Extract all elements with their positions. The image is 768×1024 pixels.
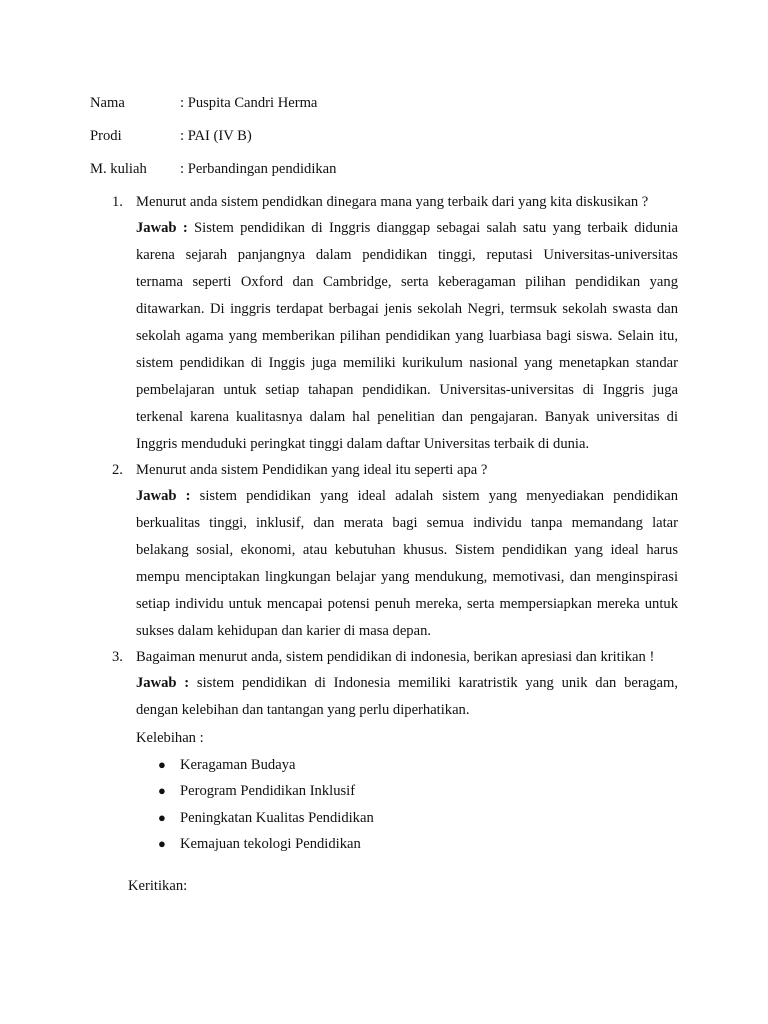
nama-value: : Puspita Candri Herma: [180, 95, 318, 111]
question-text: Menurut anda sistem pendidkan dinegara mana yang terbaik dari yang kita diskusikan ?: [136, 194, 649, 210]
bullet-icon: ●: [158, 783, 166, 798]
keritikan-label: Keritikan:: [128, 878, 188, 894]
answer-label: Jawab :: [136, 220, 188, 236]
prodi-value: : PAI (IV B): [180, 128, 252, 144]
answer-text: Sistem pendidikan di Inggris dianggap sebagai salah satu yang terbaik didunia karena sejarah panjangnya dalam pendidikan tinggi, reputasi Universitas-universitas ternama seperti Oxford dan Cambridge, serta keberagaman pilihan pendidikan yang ditawarkan. Di inggris terdapat berbagai jenis sekolah Negri, termsuk sekolah swasta dan sekolah agama yang memberikan pilihan pendidikan yang luarbiasa bagi siswa. Selain itu, sistem pendidikan di Inggis juga memiliki kurikulum nasional yang menetapkan standar pembelajaran untuk setiap tahapan pendidikan. Universitas-universitas di Inggris juga terkenal karena kualitasnya dalam hal penelitian dan pengajaran. Banyak universitas di Inggris menduduki peringkat tinggi dalam daftar Universitas terbaik di dunia.: [136, 220, 678, 452]
info-row-nama: [90, 93, 317, 113]
info-row-mata-kuliah: [90, 159, 336, 179]
mkuliah-value: : Perbandingan pendidikan: [180, 161, 337, 177]
list-item: [158, 781, 355, 801]
answer-3: [136, 670, 678, 724]
list-item: [158, 755, 295, 775]
bullet-icon: ●: [158, 836, 166, 851]
list-item: [158, 808, 374, 828]
list-item: [158, 834, 361, 854]
answer-2: [136, 483, 678, 645]
list-item-label: Peningkatan Kualitas Pendidikan: [180, 810, 374, 826]
answer-text: sistem pendidikan yang ideal adalah sistem yang menyediakan pendidikan berkualitas tinggi, inklusif, dan merata bagi semua individu tanpa memandang latar belakang sosial, ekonomi, atau kebutuhan khusus. Sistem pendidikan yang ideal harus mempu menciptakan lingkungan belajar yang mendukung, memotivasi, dan menginspirasi setiap individu untuk mencapai potensi penuh mereka, serta mempersiapkan mereka untuk sukses dalam kehidupan dan karier di masa depan.: [136, 488, 678, 639]
list-item-label: Kemajuan tekologi Pendidikan: [180, 836, 361, 852]
mkuliah-label: M. kuliah: [90, 161, 147, 177]
list-item-label: Keragaman Budaya: [180, 757, 296, 773]
question-number: 2.: [112, 462, 123, 478]
list-item-label: Perogram Pendidikan Inklusif: [180, 783, 356, 799]
answer-1: [136, 215, 678, 458]
question-text: Menurut anda sistem Pendidikan yang ideal itu seperti apa ?: [136, 462, 488, 478]
question-number: 3.: [112, 649, 123, 665]
kelebihan-label: Kelebihan :: [136, 730, 204, 746]
bullet-icon: ●: [158, 757, 166, 772]
answer-label: Jawab :: [136, 488, 191, 504]
answer-label: Jawab :: [136, 675, 190, 691]
bullet-icon: ●: [158, 810, 166, 825]
nama-label: Nama: [90, 95, 125, 111]
info-row-prodi: [90, 126, 252, 146]
question-number: 1.: [112, 194, 123, 210]
answer-text: sistem pendidikan di Indonesia memiliki karatristik yang unik dan beragam, dengan kelebihan dan tantangan yang perlu diperhatikan.: [136, 675, 678, 718]
question-text: Bagaiman menurut anda, sistem pendidikan di indonesia, berikan apresiasi dan kritikan !: [136, 649, 655, 665]
prodi-label: Prodi: [90, 128, 122, 144]
